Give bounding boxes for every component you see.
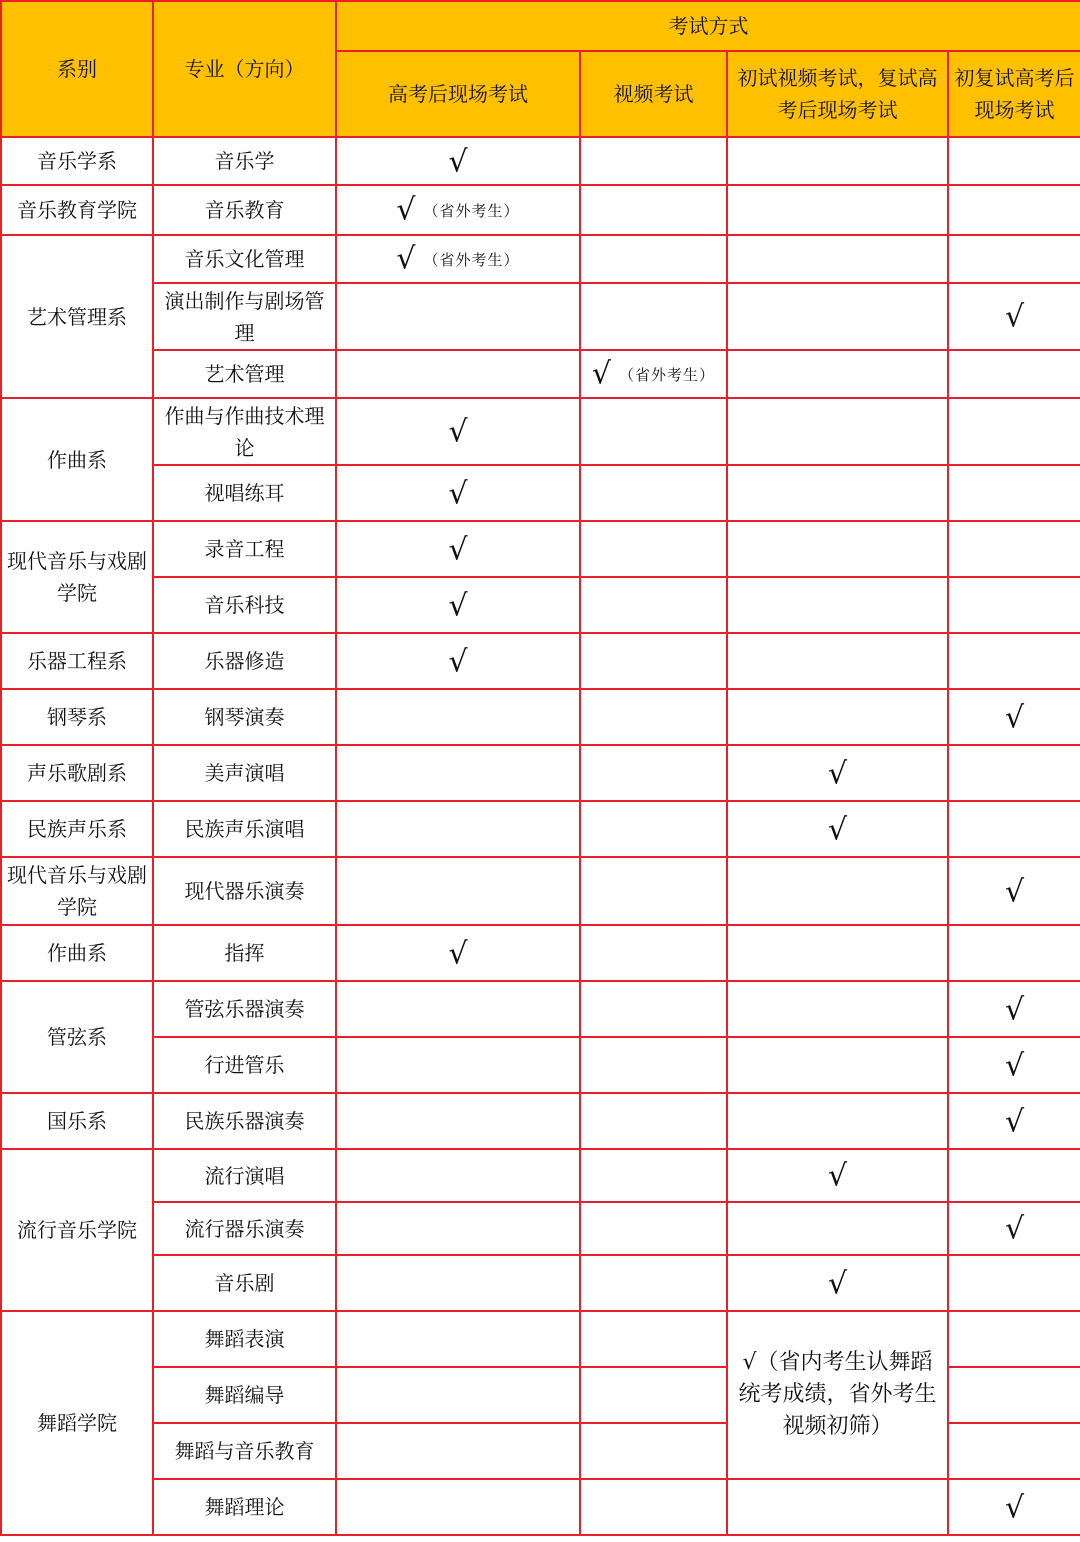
method-cell-empty: [336, 1149, 580, 1202]
method-cell-checked: [948, 1037, 1080, 1093]
method-cell-empty: [580, 398, 727, 465]
method-cell-empty: [948, 633, 1080, 689]
method-cell-checked: [336, 633, 580, 689]
check-mark-icon: √: [1004, 1490, 1025, 1526]
major-cell: 音乐科技: [153, 577, 336, 633]
method-cell-empty: [948, 350, 1080, 398]
method-cell-empty: [336, 350, 580, 398]
table-row: [1, 801, 1080, 857]
table-row: [1, 925, 1080, 981]
table-row: [1, 1479, 1080, 1535]
header-major: 专业（方向）: [153, 1, 336, 137]
check-mark-icon: √: [1004, 874, 1025, 910]
table-row: [1, 235, 1080, 283]
department-cell: 艺术管理系: [1, 235, 153, 398]
out-of-province-note: （省外考生）: [423, 250, 520, 269]
method-cell-empty: [580, 465, 727, 521]
method-cell-empty: [727, 1202, 948, 1255]
major-cell: 指挥: [153, 925, 336, 981]
department-cell: 作曲系: [1, 925, 153, 981]
check-mark-icon: √: [827, 756, 848, 792]
check-mark-icon: √: [1004, 1048, 1025, 1084]
table-row: [1, 350, 1080, 398]
department-cell: 国乐系: [1, 1093, 153, 1149]
method-cell-empty: [727, 689, 948, 745]
method-cell-empty: [948, 1149, 1080, 1202]
method-cell-empty: [336, 283, 580, 350]
method-cell-checked: [948, 1202, 1080, 1255]
method-cell-empty: [948, 521, 1080, 577]
major-cell: 舞蹈表演: [153, 1311, 336, 1367]
method-cell-checked: [336, 521, 580, 577]
table-row: [1, 981, 1080, 1037]
method-cell-empty: [727, 1479, 948, 1535]
department-cell: 舞蹈学院: [1, 1311, 153, 1535]
check-mark-icon: √: [1004, 299, 1025, 335]
method-cell-empty: [727, 283, 948, 350]
method-cell-checked: [336, 925, 580, 981]
department-cell: 声乐歌剧系: [1, 745, 153, 801]
method-cell-empty: [948, 465, 1080, 521]
table-row: [1, 1311, 1080, 1367]
method-cell-empty: [948, 185, 1080, 235]
method-cell-empty: [580, 137, 727, 185]
major-cell: 音乐文化管理: [153, 235, 336, 283]
method-cell-checked: [727, 1149, 948, 1202]
method-cell-checked: [948, 981, 1080, 1037]
method-cell-empty: [580, 1311, 727, 1367]
major-cell: 视唱练耳: [153, 465, 336, 521]
check-mark-icon: √: [448, 476, 468, 512]
method-cell-checked: [336, 235, 580, 283]
method-cell-empty: [948, 1255, 1080, 1311]
method-cell-empty: [727, 521, 948, 577]
method-cell-empty: [580, 925, 727, 981]
major-cell: 行进管乐: [153, 1037, 336, 1093]
method-cell-empty: [336, 981, 580, 1037]
check-mark-icon: √: [448, 588, 468, 624]
method-cell-empty: [336, 745, 580, 801]
department-cell: 民族声乐系: [1, 801, 153, 857]
method-cell-checked: [948, 1479, 1080, 1535]
method-cell-checked: [336, 398, 580, 465]
method-cell-empty: [580, 1149, 727, 1202]
major-cell: 现代器乐演奏: [153, 857, 336, 925]
method-cell-empty: [580, 1479, 727, 1535]
method-cell-empty: [580, 235, 727, 283]
method-cell-empty: [336, 689, 580, 745]
table-row: [1, 137, 1080, 185]
major-cell: 舞蹈与音乐教育: [153, 1423, 336, 1479]
method-cell-empty: [336, 1255, 580, 1311]
major-cell: 作曲与作曲技术理论: [153, 398, 336, 465]
method-cell-empty: [948, 1311, 1080, 1367]
check-mark-icon: √: [1004, 992, 1025, 1028]
method-cell-checked: [948, 283, 1080, 350]
header-department: 系别: [1, 1, 153, 137]
method-cell-empty: [727, 577, 948, 633]
check-mark-icon: √: [1004, 1104, 1025, 1140]
major-cell: 钢琴演奏: [153, 689, 336, 745]
department-cell: 音乐教育学院: [1, 185, 153, 235]
method-cell-empty: [580, 633, 727, 689]
method-cell-checked: [580, 350, 727, 398]
method-cell-checked: [948, 1093, 1080, 1149]
method-cell-empty: [580, 1037, 727, 1093]
method-cell-empty: [727, 981, 948, 1037]
check-mark-icon: √: [396, 241, 416, 277]
department-cell: 钢琴系: [1, 689, 153, 745]
method-cell-checked: [336, 137, 580, 185]
method-cell-checked: [727, 801, 948, 857]
method-cell-empty: [336, 1311, 580, 1367]
check-mark-icon: √: [448, 532, 468, 568]
method-cell-checked: [948, 857, 1080, 925]
method-cell-checked: [336, 577, 580, 633]
table-row: [1, 689, 1080, 745]
method-cell-checked: [948, 689, 1080, 745]
method-cell-empty: [580, 801, 727, 857]
method-cell-empty: [727, 633, 948, 689]
method-cell-empty: [580, 689, 727, 745]
method-cell-empty: [727, 465, 948, 521]
method-cell-empty: [948, 1367, 1080, 1423]
major-cell: 录音工程: [153, 521, 336, 577]
department-cell: 现代音乐与戏剧学院: [1, 857, 153, 925]
method-cell-empty: [580, 1255, 727, 1311]
out-of-province-note: （省外考生）: [423, 201, 520, 220]
major-cell: 乐器修造: [153, 633, 336, 689]
department-cell: 现代音乐与戏剧学院: [1, 521, 153, 633]
method-cell-empty: [580, 857, 727, 925]
method-cell-empty: [336, 1093, 580, 1149]
check-mark-icon: √: [827, 812, 848, 848]
table-row: [1, 633, 1080, 689]
table-row: [1, 745, 1080, 801]
check-mark-icon: √: [448, 644, 468, 680]
method-cell-empty: [727, 185, 948, 235]
header-method-video: 视频考试: [580, 51, 727, 137]
method-cell-empty: [727, 1093, 948, 1149]
major-cell: 音乐教育: [153, 185, 336, 235]
department-cell: 作曲系: [1, 398, 153, 521]
method-cell-empty: [580, 1093, 727, 1149]
table-row: [1, 1255, 1080, 1311]
table-row: [1, 577, 1080, 633]
method-cell-empty: [580, 981, 727, 1037]
header-method-onsite: 高考后现场考试: [336, 51, 580, 137]
method-cell-empty: [580, 1202, 727, 1255]
major-cell: 艺术管理: [153, 350, 336, 398]
method-cell-checked: [727, 1255, 948, 1311]
method-cell-empty: [336, 1367, 580, 1423]
method-cell-empty: [580, 283, 727, 350]
check-mark-icon: √: [827, 1266, 848, 1302]
major-cell: 民族声乐演唱: [153, 801, 336, 857]
method-cell-empty: [727, 398, 948, 465]
department-cell: 管弦系: [1, 981, 153, 1093]
table-row: [1, 1149, 1080, 1202]
method-cell-empty: [948, 235, 1080, 283]
table-row: [1, 185, 1080, 235]
major-cell: 舞蹈编导: [153, 1367, 336, 1423]
dance-method-note: √（省内考生认舞蹈统考成绩，省外考生视频初筛）: [727, 1311, 948, 1479]
method-cell-empty: [580, 577, 727, 633]
method-cell-empty: [948, 925, 1080, 981]
method-cell-checked: [336, 185, 580, 235]
method-cell-empty: [580, 745, 727, 801]
check-mark-icon: √: [448, 936, 468, 972]
method-cell-empty: [336, 1479, 580, 1535]
major-cell: 舞蹈理论: [153, 1479, 336, 1535]
method-cell-empty: [727, 857, 948, 925]
major-cell: 音乐剧: [153, 1255, 336, 1311]
check-mark-icon: √: [448, 414, 468, 450]
major-cell: 美声演唱: [153, 745, 336, 801]
method-cell-empty: [336, 1202, 580, 1255]
method-cell-empty: [336, 857, 580, 925]
header-exam-method: 考试方式: [336, 1, 1080, 51]
method-cell-empty: [336, 801, 580, 857]
method-cell-empty: [727, 925, 948, 981]
method-cell-empty: [727, 137, 948, 185]
table-row: [1, 521, 1080, 577]
method-cell-empty: [580, 1423, 727, 1479]
method-cell-empty: [580, 1367, 727, 1423]
check-mark-icon: √: [591, 356, 612, 392]
method-cell-empty: [948, 137, 1080, 185]
method-cell-empty: [580, 521, 727, 577]
table-row: [1, 1093, 1080, 1149]
header-method-video-then-onsite: 初试视频考试，复试高考后现场考试: [727, 51, 948, 137]
major-cell: 管弦乐器演奏: [153, 981, 336, 1037]
method-cell-empty: [948, 745, 1080, 801]
method-cell-empty: [948, 577, 1080, 633]
method-cell-empty: [336, 1423, 580, 1479]
check-mark-icon: √: [1004, 700, 1025, 736]
check-mark-icon: √: [396, 192, 416, 228]
department-cell: 流行音乐学院: [1, 1149, 153, 1311]
table-row: [1, 1037, 1080, 1093]
method-cell-empty: [727, 1037, 948, 1093]
major-cell: 流行器乐演奏: [153, 1202, 336, 1255]
department-cell: 音乐学系: [1, 137, 153, 185]
table-row: [1, 465, 1080, 521]
method-cell-empty: [580, 185, 727, 235]
check-mark-icon: √: [1004, 1211, 1025, 1247]
method-cell-empty: [948, 801, 1080, 857]
table-row: [1, 398, 1080, 465]
check-mark-icon: √: [827, 1158, 848, 1194]
method-cell-empty: [336, 1037, 580, 1093]
major-cell: 演出制作与剧场管理: [153, 283, 336, 350]
out-of-province-note: （省外考生）: [619, 365, 716, 384]
method-cell-empty: [948, 1423, 1080, 1479]
department-cell: 乐器工程系: [1, 633, 153, 689]
table-row: [1, 283, 1080, 350]
method-cell-empty: [727, 235, 948, 283]
major-cell: 民族乐器演奏: [153, 1093, 336, 1149]
method-cell-empty: [727, 350, 948, 398]
method-cell-empty: [948, 398, 1080, 465]
table-row: [1, 1202, 1080, 1255]
method-cell-checked: [727, 745, 948, 801]
major-cell: 音乐学: [153, 137, 336, 185]
method-cell-checked: [336, 465, 580, 521]
header-method-both-onsite: 初复试高考后现场考试: [948, 51, 1080, 137]
table-row: [1, 857, 1080, 925]
check-mark-icon: √: [448, 144, 468, 180]
major-cell: 流行演唱: [153, 1149, 336, 1202]
